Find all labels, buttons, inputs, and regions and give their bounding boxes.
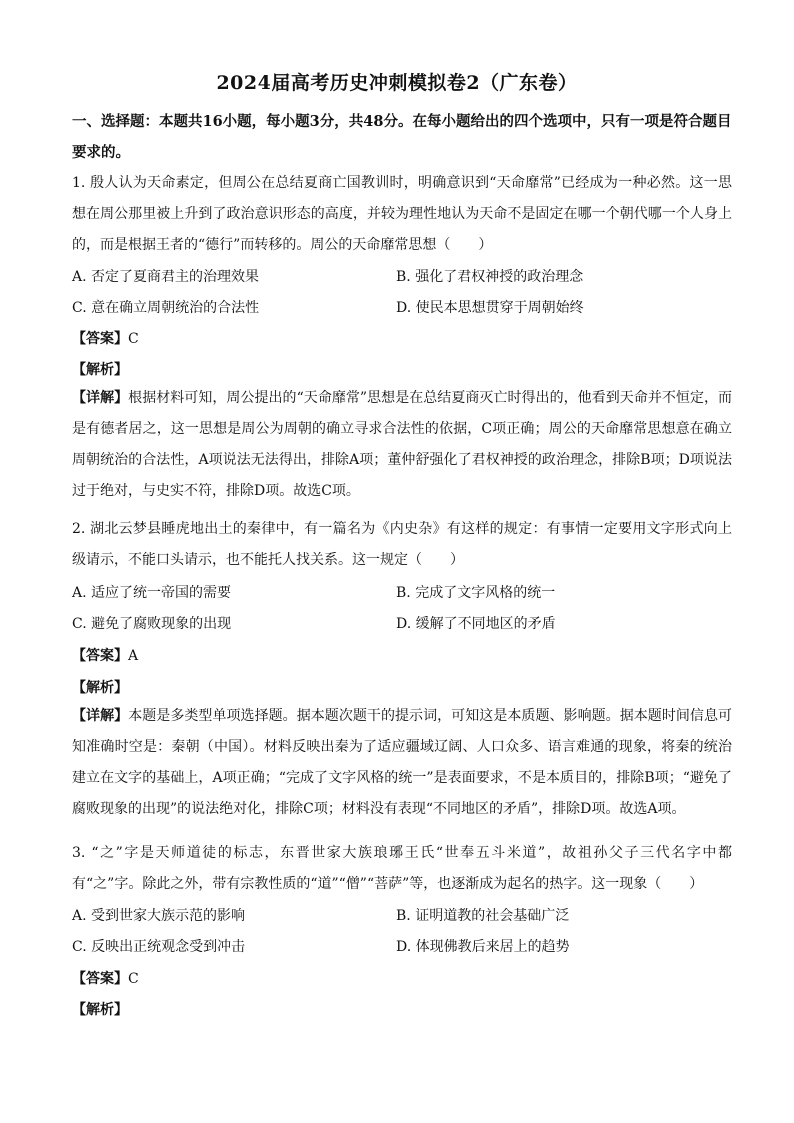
question-1-option-c: C. 意在确立周朝统治的合法性 (72, 300, 260, 316)
question-1-answer (72, 328, 139, 348)
question-3-option-c: C. 反映出正统观念受到冲击 (72, 939, 246, 955)
answer-value: C (128, 331, 139, 347)
question-1-detail (72, 383, 732, 507)
question-1-option-d: D. 使民本思想贯穿于周朝始终 (396, 300, 584, 316)
question-2-analysis-label: 【解析】 (72, 680, 128, 696)
detail-label: 【详解】 (72, 390, 129, 406)
question-3-stem: 3. “之”字是天师道徒的标志，东晋世家大族琅琊王氏“世奉五斗米道”，故祖孙父子三代名字中都有“之”字。除此之外，带有宗教性质的“道”“僧”“菩萨”等，也逐渐成为起名的热字。这一现象（ ） (72, 845, 732, 892)
detail-text: 本题是多类型单项选择题。据本题次题干的提示词，可知这是本质题、影响题。据本题时间信息可知准确时空是：秦朝（中国）。材料反映出秦为了适应疆域辽阔、人口众多、语言难通的现象，将秦的统治建立在文字的基础上，A项正确；“完成了文字风格的统一”是表面要求，不是本质目的，排除B项；“避免了腐败现象的出现”的说法绝对化，排除C项；材料没有表现“不同地区的矛盾”，排除D项。故选A项。 (72, 708, 733, 817)
question-3-option-a: A. 受到世家大族示范的影响 (72, 908, 246, 924)
question-3-analysis-label: 【解析】 (72, 1002, 128, 1018)
answer-label: 【答案】 (72, 971, 128, 987)
exam-title: 2024届高考历史冲刺模拟卷2（广东卷） (216, 72, 578, 94)
answer-label: 【答案】 (72, 331, 128, 347)
detail-label: 【详解】 (72, 708, 129, 724)
question-3-option-d: D. 体现佛教后来居上的趋势 (396, 939, 570, 955)
question-2-option-b: B. 完成了文字风格的统一 (396, 585, 556, 601)
answer-label: 【答案】 (72, 648, 128, 664)
question-1-analysis-label: 【解析】 (72, 362, 128, 378)
answer-value: C (128, 971, 139, 987)
section-header: 一、选择题：本题共16小题，每小题3分，共48分。在每小题给出的四个选项中，只有一项是符合题目要求的。 (72, 113, 732, 161)
question-3-option-b: B. 证明道教的社会基础广泛 (396, 908, 570, 924)
question-2-detail (72, 701, 732, 825)
question-2-option-d: D. 缓解了不同地区的矛盾 (396, 616, 556, 632)
answer-value: A (128, 648, 139, 664)
question-2-stem: 2. 湖北云梦县睡虎地出土的秦律中，有一篇名为《内史杂》有这样的规定：有事情一定要用文字形式向上级请示，不能口头请示，也不能托人找关系。这一规定（ ） (72, 521, 732, 568)
question-3-answer (72, 968, 139, 988)
question-2-option-a: A. 适应了统一帝国的需要 (72, 585, 232, 601)
question-1-option-b: B. 强化了君权神授的政治理念 (396, 269, 584, 285)
question-2-option-c: C. 避免了腐败现象的出现 (72, 616, 232, 632)
question-1-option-a: A. 否定了夏商君主的治理效果 (72, 269, 260, 285)
detail-text: 根据材料可知，周公提出的“天命靡常”思想是在总结夏商灭亡时得出的，他看到天命并不恒定，而是有德者居之，这一思想是周公为周朝的确立寻求合法性的依据，C项正确；周公的天命靡常思想意在确立周朝统治的合法性，A项说法无法得出，排除A项；董仲舒强化了君权神授的政治理念，排除B项；D项说法过于绝对，与史实不符，排除D项。故选C项。 (72, 390, 733, 499)
question-2-answer (72, 645, 138, 665)
question-1-stem: 1. 殷人认为天命素定，但周公在总结夏商亡国教训时，明确意识到“天命靡常”已经成为一种必然。这一思想在周公那里被上升到了政治意识形态的高度，并较为理性地认为天命不是固定在哪一个朝代哪一个人身上的，而是根据王者的“德行”而转移的。周公的天命靡常思想（ ） (72, 175, 732, 253)
